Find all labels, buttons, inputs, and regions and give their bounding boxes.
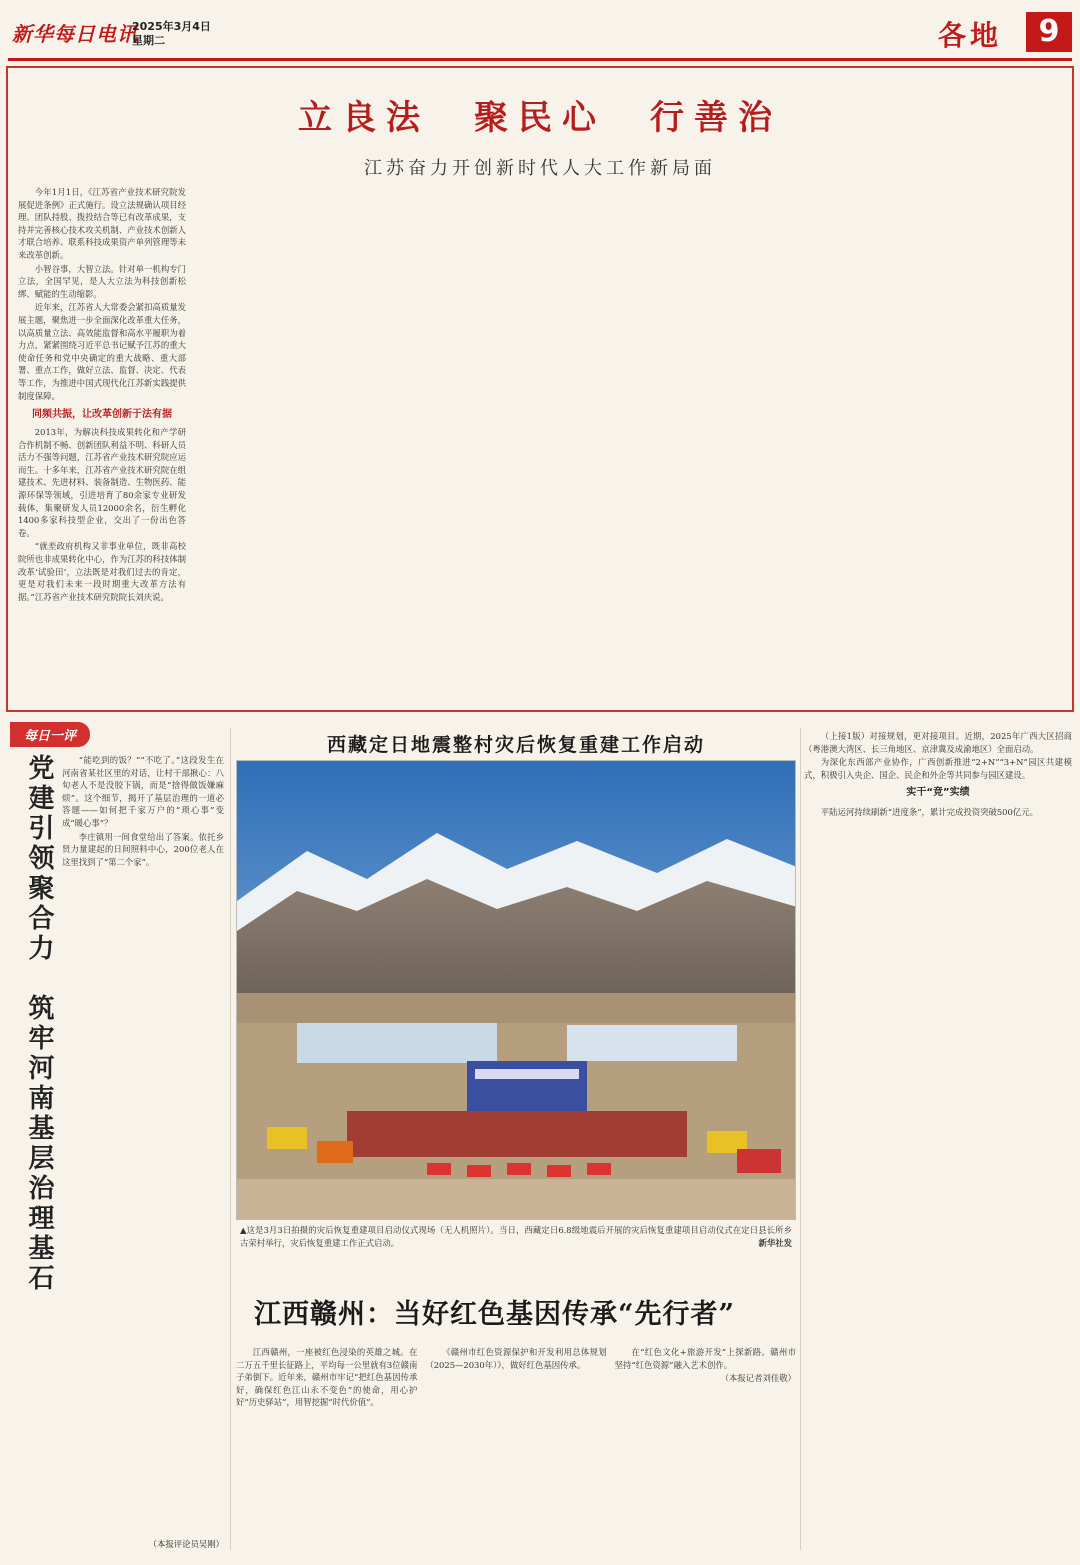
photo-caption — [240, 1224, 792, 1249]
jiangxi-paragraph: 《赣州市红色资源保护和开发利用总体规划（2025—2030年）》，做好红色基因传承。 — [425, 1347, 607, 1370]
date-text: 2025年3月4日 — [132, 20, 211, 33]
commentary-body — [10, 754, 224, 1519]
construction-site-photo — [236, 760, 796, 1220]
commentary-title: 党建引领聚合力 筑牢河南基层治理基石 — [24, 754, 54, 1294]
lead-column-2 — [194, 186, 362, 704]
continued-paragraph: 平陆运河持续刷新“进度条”，累计完成投资突破500亿元。 — [820, 806, 1038, 817]
lead-title: 立良法 聚民心 行善治 — [298, 98, 782, 138]
jiangxi-paragraph: 江西赣州，一座被红色浸染的英雄之城。在二万五千里长征路上，平均每一公里就有3位赣南子弟倒下。近年来，赣州市牢记“把红色基因传承好，确保红色江山永不变色”的使命，用心护好“历史驿站”，用智挖掘“时代价值”。 — [236, 1347, 418, 1408]
lead-paragraph: 2013年，为解决科技成果转化和产学研合作机制不畅、创新团队利益不明、科研人员活力不强等问题，江苏省产业技术研究院应运而生。十多年来，江苏省产业技术研究院在组建技术、先进材料、装备制造、生物医药、能源环保等领域，引进培育了80余家专业研发载体，集聚研发人员12000余名，衍生孵化1400多家科技型企业，交出了一份出色答卷。 — [18, 427, 186, 538]
commentary — [10, 722, 224, 1558]
photo-story-title: 西藏定日地震整村灾后恢复重建工作启动 — [326, 734, 705, 756]
photo-source: 新华社发 — [758, 1237, 792, 1248]
lead-paragraph: 近年来，江苏省人大常委会紧扣高质量发展主题，聚焦进一步全面深化改革重大任务，以高质量立法、高效能监督和高水平履职为着力点，紧紧围绕习近平总书记赋予江苏的重大使命任务和党中央确定的重大战略、重大部署、重点工作，做好立法、监督、决定、代表等工作，为推进中国式现代化江苏新实践提供制度保障。 — [18, 302, 186, 401]
newspaper-logo: 新华每日电讯 — [12, 22, 138, 46]
lead-column-6 — [898, 186, 1066, 704]
jiangxi-column-2 — [425, 1346, 606, 1556]
commentary-paragraph: 李庄镇用一间食堂给出了答案。依托乡贤力量建起的日间照料中心，200位老人在这里找到了“第二个家”。 — [62, 831, 224, 867]
jiangxi-title: 江西赣州：当好红色基因传承“先行者” — [254, 1299, 736, 1330]
commentary-paragraph: “能吃到的饭？”“不吃了。”这段发生在河南省某社区里的对话，让村干部揪心：八旬老人不是没胶下锅，而是“捨得做饭嫌麻烦”。这个细节，揭开了基层治理的一道必答题——如何把千家万户的“琐心事”变成“暖心事”？ — [62, 755, 224, 828]
lead-subheading: 同频共振，让改革创新于法有据 — [32, 409, 172, 421]
lead-paragraph: 今年1月1日，《江苏省产业技术研究院发展促进条例》正式施行。设立法规确认项目经理、团队持股、拨投结合等已有改革成果，支持并完善核心技术攻关机制、产业技术创新人才联合培养、联系科技成果资产单列管理等未来改革创新。 — [18, 187, 186, 260]
continued-story — [804, 730, 1072, 1558]
jiangxi-column-3 — [615, 1346, 796, 1556]
masthead-rule — [8, 58, 1072, 61]
masthead — [0, 0, 1080, 60]
lead-columns — [18, 186, 1066, 704]
jiangxi-column-1 — [236, 1346, 417, 1556]
section-name: 各地 — [938, 19, 1003, 52]
continued-paragraph: （上接1版）对接规划，更对接项目。近期，2025年广西大区招商（粤港澳大湾区、长三角地区、京津冀及成渝地区）全面启动。 — [804, 731, 1072, 754]
continued-subheading: 实干“竞”实绩 — [906, 787, 970, 799]
column-divider — [230, 728, 231, 1550]
commentary-byline: （本报评论员吴刚） — [148, 1539, 224, 1549]
continued-paragraph: 为深化东西部产业协作，广西创新推进“2+N”“3+N”园区共建模式，积极引入央企、国企、民企和外企等共同参与园区建设。 — [804, 757, 1072, 780]
column-divider — [800, 728, 801, 1550]
commentary-tag: 每日一评 — [10, 722, 90, 747]
lead-column-1 — [18, 186, 186, 704]
issue-date — [132, 20, 211, 48]
jiangxi-paragraph: 在“红色文化+旅游开发”上探新路。赣州市坚持“红色资源”融入艺术创作。 — [614, 1347, 796, 1370]
page-number: 9 — [1026, 12, 1072, 52]
lead-subtitle: 江苏奋力开创新时代人大工作新局面 — [364, 158, 716, 179]
weekday-text: 星期二 — [132, 34, 165, 47]
lead-paragraph: “就差政府机构又非事业单位，既非高校院所也非成果转化中心，作为江苏的科技体制改革‘试验田’，立法既是对我们过去的肯定，更是对我们未来一段时期重大改革方法有据。”江苏省产业技术研究院院长刘庆说。 — [18, 541, 186, 602]
jiangxi-columns — [236, 1346, 796, 1556]
jiangxi-byline: （本报记者刘佳敬） — [720, 1373, 796, 1384]
lead-article — [6, 66, 1074, 712]
lead-column-4 — [546, 186, 714, 704]
lead-paragraph: 小智谷事，大智立法。针对单一机构专门立法，全国罕见，是人大立法为科技创新松绑、赋能的生动缩影。 — [18, 263, 186, 299]
lead-column-5 — [722, 186, 890, 704]
caption-text: ▲这是3月3日拍摄的灾后恢复重建项目启动仪式现场（无人机照片）。当日，西藏定日6.8级地震后开展的灾后恢复重建项目启动仪式在定日县长所乡古荣村举行，灾后恢复重建工作正式启动。 — [240, 1225, 792, 1248]
lead-column-3 — [370, 186, 538, 704]
